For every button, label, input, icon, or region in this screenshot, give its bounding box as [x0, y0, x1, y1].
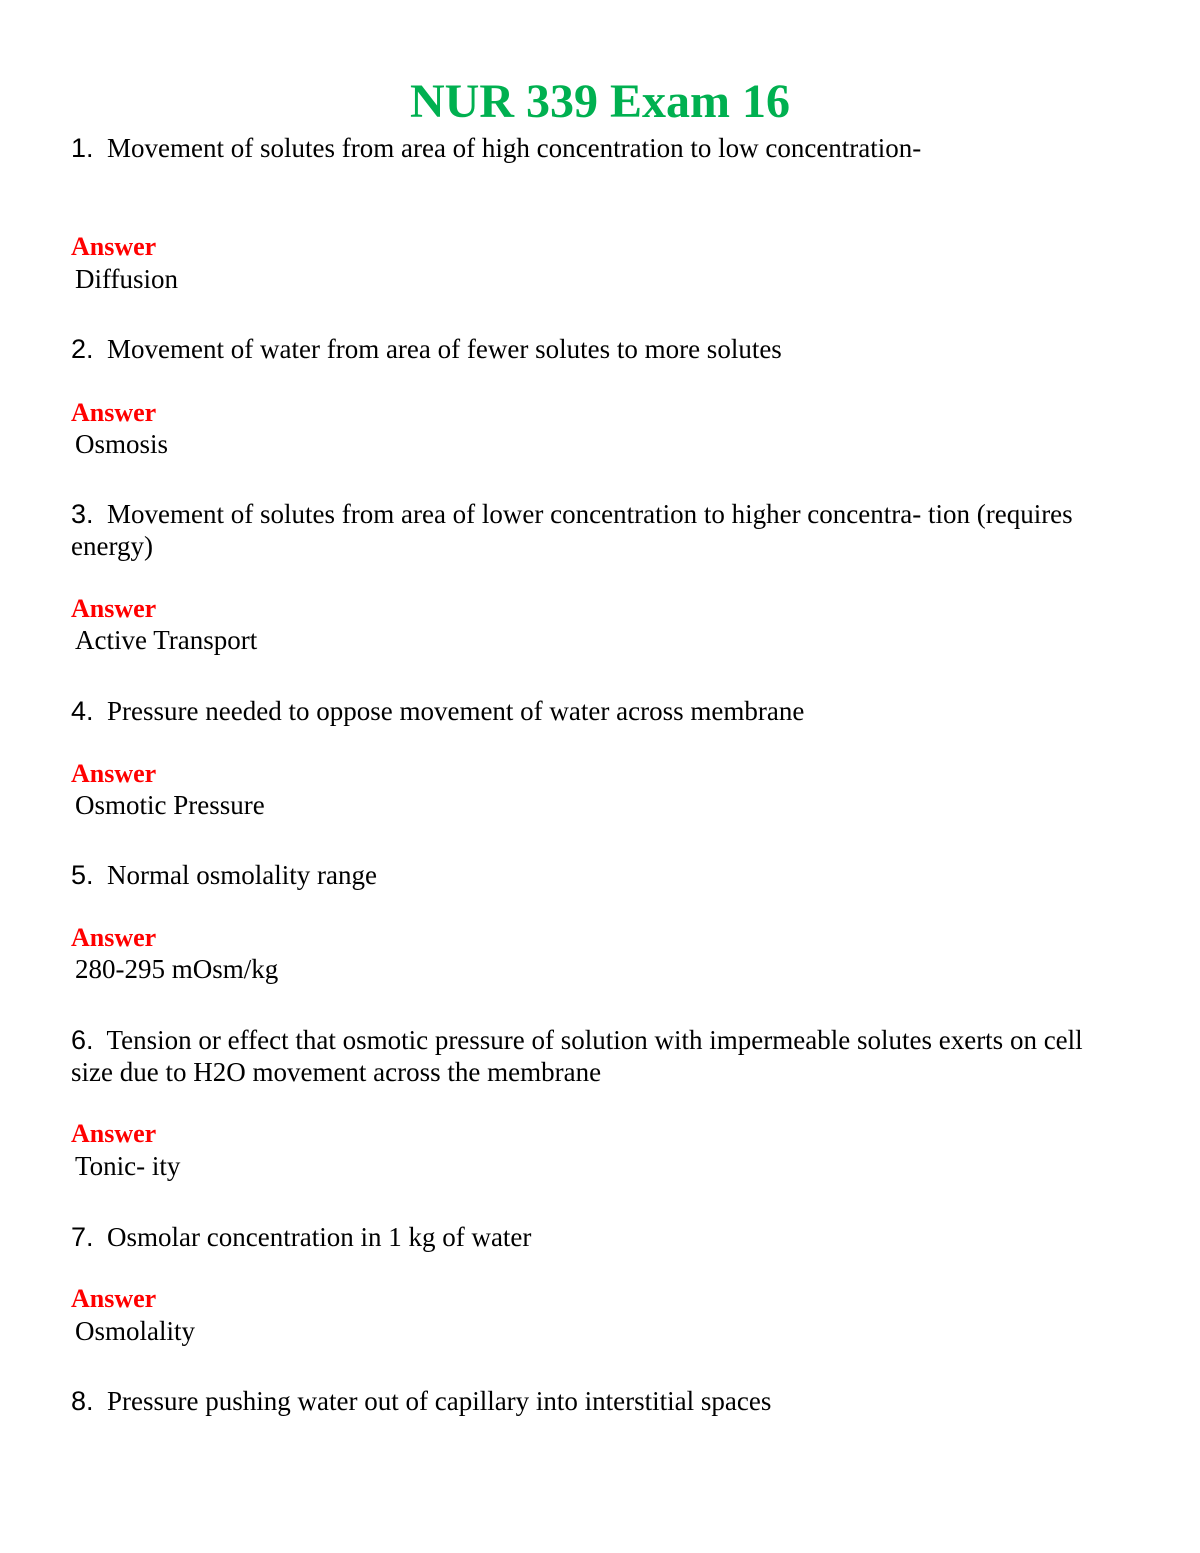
question-2 — [71, 333, 1131, 365]
question-prompt: Movement of solutes from area of high concentration to low concentration- — [107, 133, 922, 163]
question-prompt: Pressure pushing water out of capillary into interstitial spaces — [107, 1386, 772, 1416]
question-number: 2. — [71, 334, 94, 364]
question-number: 1. — [71, 133, 94, 163]
question-number: 4. — [71, 696, 94, 726]
question-6 — [71, 1024, 1131, 1088]
answer-label: Answer — [71, 923, 157, 952]
question-prompt: Normal osmolality range — [107, 860, 377, 890]
answer-text: Osmotic Pressure — [75, 790, 265, 820]
answer-label: Answer — [71, 594, 157, 623]
question-4 — [71, 695, 1131, 727]
answer-label: Answer — [71, 1284, 157, 1313]
answer-text: Osmosis — [75, 429, 169, 459]
question-text — [71, 1221, 1131, 1253]
question-1 — [71, 132, 1131, 164]
answer-text: Diffusion — [75, 264, 179, 294]
page-title: NUR 339 Exam 16 — [410, 75, 790, 128]
question-number: 6. — [71, 1025, 94, 1055]
question-7 — [71, 1221, 1131, 1253]
question-number: 8. — [71, 1386, 94, 1416]
question-text — [71, 1024, 1131, 1088]
question-3 — [71, 498, 1131, 562]
question-prompt: Movement of water from area of fewer solutes to more solutes — [107, 334, 782, 364]
answer-label: Answer — [71, 398, 157, 427]
answer-text: Active Transport — [75, 625, 258, 655]
question-text — [71, 498, 1131, 562]
question-text — [71, 1385, 1131, 1417]
question-prompt: Pressure needed to oppose movement of water across membrane — [107, 696, 805, 726]
question-text — [71, 132, 1131, 164]
question-number: 5. — [71, 860, 94, 890]
question-8 — [71, 1385, 1131, 1417]
question-text — [71, 333, 1131, 365]
question-prompt: Osmolar concentration in 1 kg of water — [107, 1222, 532, 1252]
question-prompt: Movement of solutes from area of lower concentration to higher concentra- tion (requires energy) — [71, 499, 1073, 561]
answer-text: Osmolality — [75, 1316, 195, 1346]
question-text — [71, 859, 1131, 891]
answer-label: Answer — [71, 759, 157, 788]
question-prompt: Tension or effect that osmotic pressure of solution with impermeable solutes exerts on cell size due to H2O movement across the membrane — [71, 1025, 1083, 1087]
answer-label: Answer — [71, 232, 157, 261]
answer-text: 280-295 mOsm/kg — [75, 954, 279, 984]
answer-text: Tonic- ity — [75, 1151, 181, 1181]
question-5 — [71, 859, 1131, 891]
question-number: 3. — [71, 499, 94, 529]
answer-label: Answer — [71, 1119, 157, 1148]
question-text — [71, 695, 1131, 727]
question-number: 7. — [71, 1222, 94, 1252]
